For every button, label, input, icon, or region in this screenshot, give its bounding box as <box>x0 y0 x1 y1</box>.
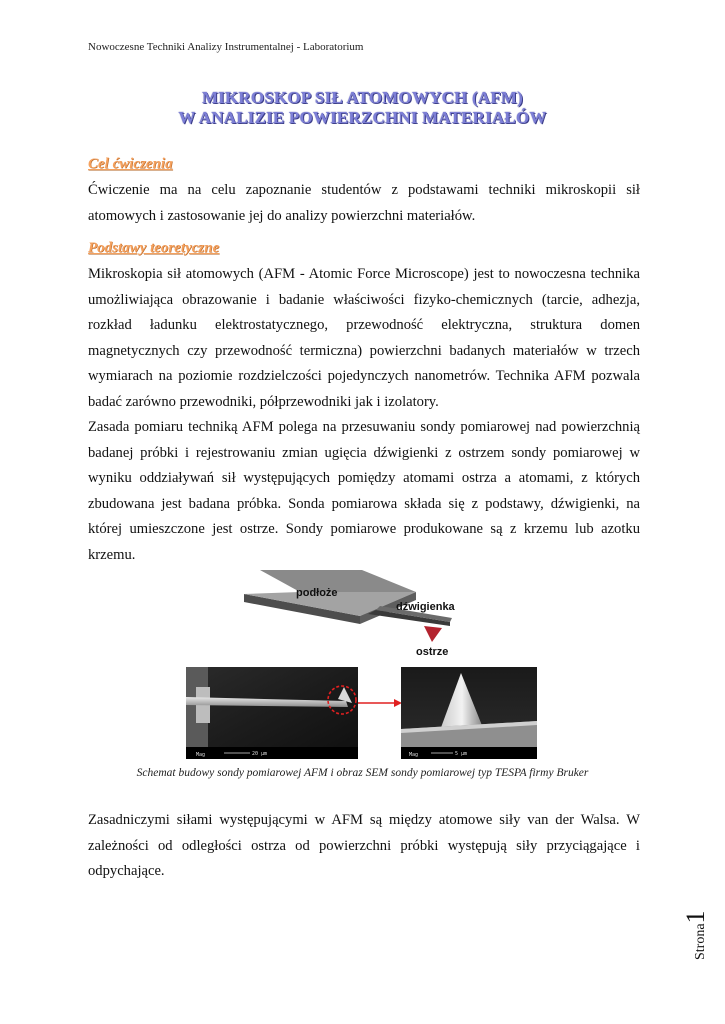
goal-paragraph <box>88 178 640 229</box>
svg-text:Mag: Mag <box>409 752 419 758</box>
section-heading-theory: Podstawy teoretyczne <box>88 240 220 256</box>
section-heading-goal: Cel ćwiczenia <box>88 156 173 172</box>
sem-image-overview <box>186 667 358 759</box>
substrate-top <box>260 570 416 592</box>
probe-schematic <box>240 566 480 660</box>
sem-right-scale: 5 µm <box>455 751 468 757</box>
label-cantilever: dźwigienka <box>396 601 455 613</box>
svg-text:Mag: Mag <box>196 752 206 758</box>
title-line-1: MIKROSKOP SIŁ ATOMOWYCH (AFM) <box>201 88 524 107</box>
tip <box>424 626 442 642</box>
theory-paragraph-2: Zasada pomiaru techniką AFM polega na przesuwaniu sondy pomiarowej nad powierzchnią badanej próbki i rejestrowaniu zmian ugięcia dźwigienki z ostrzem sondy pomiarowej w wyniku oddziaływań sił występujących pomiędzy atomami ostrza a atomami, z których zbudowana jest badana próbka. Sonda pomiarowa składa się z podstawy, dźwigienki, na której umieszczone jest ostrze. Sondy pomiarowe produkowane są z krzemu lub azotku krzemu. <box>88 419 640 563</box>
sem-left-scale: 20 µm <box>252 751 268 757</box>
page-number-value: 1 <box>681 910 710 924</box>
page-number-label: Strona <box>693 923 708 960</box>
page-number <box>681 910 711 960</box>
figure-caption: Schemat budowy sondy pomiarowej AFM i obraz SEM sondy pomiarowej typ TESPA firmy Bruker <box>136 767 589 779</box>
zoom-arrow <box>358 696 402 710</box>
goal-line-2: atomowych i zastosowanie jej do analizy powierzchni materiałów. <box>88 207 476 224</box>
document-title <box>0 88 725 128</box>
label-substrate: podłoże <box>296 587 338 599</box>
label-tip: ostrze <box>416 646 449 658</box>
page-header: Nowoczesne Techniki Analizy Instrumentalnej - Laboratorium <box>88 41 364 53</box>
forces-paragraph: Zasadniczymi siłami występującymi w AFM są między atomowe siły van der Walsa. W zależności od odległości ostrza od powierzchni próbki występują siły przyciągające i odpychające. <box>88 812 640 879</box>
sem-image-tip <box>401 667 537 759</box>
goal-line-1: Ćwiczenie ma na celu zapoznanie studentów z podstawami techniki mikroskopii sił <box>88 182 640 198</box>
theory-paragraph-1: Mikroskopia sił atomowych (AFM - Atomic Force Microscope) jest to nowoczesna technika umożliwiająca obrazowanie i badanie właściwości fizyko-chemicznych (tarcie, adhezja, rozkład ładunku elektrostatycznego, przewodność elektryczna, struktura domen magnetycznych czy przewodność termiczna) powierzchni badanych materiałów w trzech wymiarach na poziomie rozdzielczości pojedynczych nanometrów. Technika AFM pozwala badać zarówno przewodniki, półprzewodniki jak i izolatory. <box>88 266 640 410</box>
title-line-2: W ANALIZIE POWIERZCHNI MATERIAŁÓW <box>178 108 547 127</box>
